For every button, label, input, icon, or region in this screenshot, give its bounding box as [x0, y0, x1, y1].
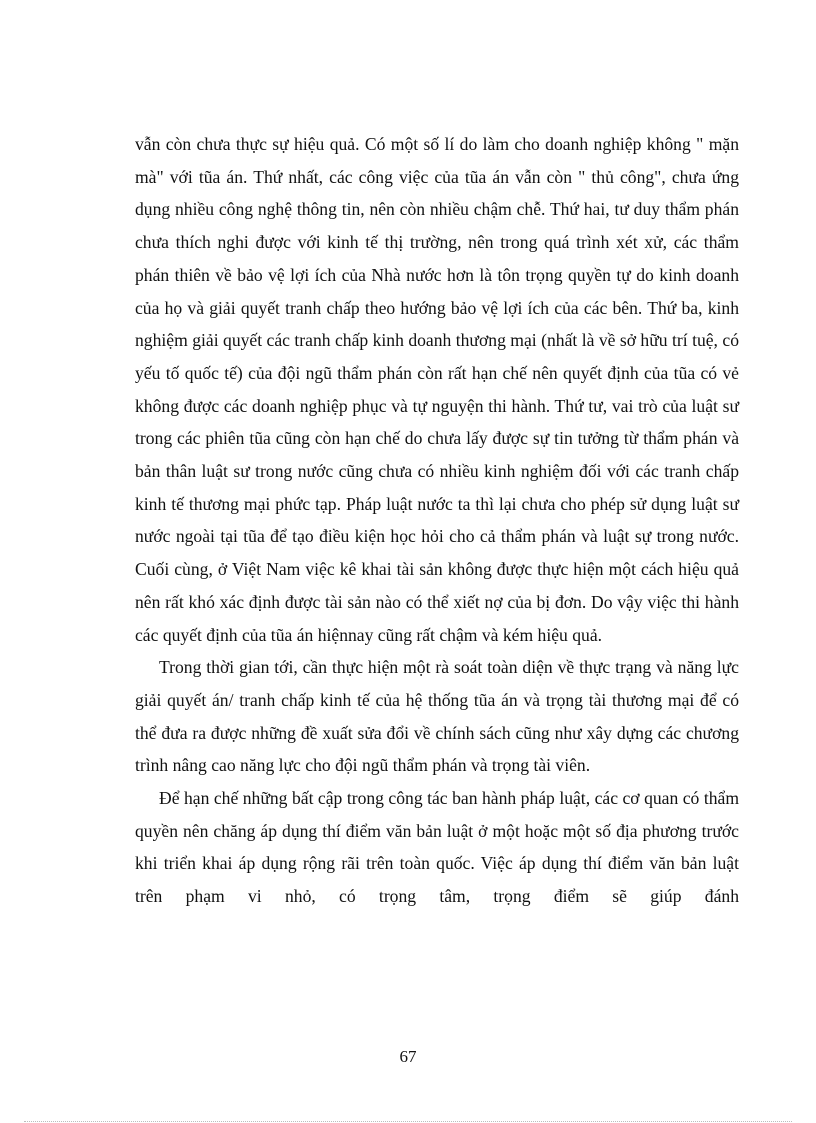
- paragraph-continuation: vẫn còn chưa thực sự hiệu quả. Có một số lí do làm cho doanh nghiệp không " mặn mà" với tũa án. Thứ nhất, các công việc của tũa án vẫn còn " thủ công", chưa ứng dụng nhiều công nghệ thông tin, nên còn nhiều chậm chễ. Thứ hai, tư duy thẩm phán chưa thích nghi được với kinh tế thị trường, nên trong quá trình xét xử, các thẩm phán thiên về bảo vệ lợi ích của Nhà nước hơn là tôn trọng quyền tự do kinh doanh của họ và giải quyết tranh chấp theo hướng bảo vệ lợi ích của các bên. Thứ ba, kinh nghiệm giải quyết các tranh chấp kinh doanh thương mại (nhất là về sở hữu trí tuệ, có yếu tố quốc tế) của đội ngũ thẩm phán còn rất hạn chế nên quyết định của tũa có vẻ không được các doanh nghiệp phục và tự nguyện thi hành. Thứ tư, vai trò của luật sư trong các phiên tũa cũng còn hạn chế do chưa lấy được sự tin tưởng từ thẩm phán và bản thân luật sư trong nước cũng chưa có nhiều kinh nghiệm đối với các tranh chấp kinh tế thương mại phức tạp. Pháp luật nước ta thì lại chưa cho phép sử dụng luật sư nước ngoài tại tũa để tạo điều kiện học hỏi cho cả thẩm phán và luật sự trong nước. Cuối cùng, ở Việt Nam việc kê khai tài sản không được thực hiện một cách hiệu quả nên rất khó xác định được tài sản nào có thể xiết nợ của bị đơn. Do vậy việc thi hành các quyết định của tũa án hiệnnay cũng rất chậm và kém hiệu quả.: [135, 134, 739, 645]
- body-text: [135, 128, 739, 913]
- page-number: 67: [399, 1047, 417, 1066]
- paragraph-review: Trong thời gian tới, cần thực hiện một rà soát toàn diện về thực trạng và năng lực giải quyết án/ tranh chấp kinh tế của hệ thống tũa án và trọng tài thương mại để có thể đưa ra được những đề xuất sửa đổi về chính sách cũng như xây dựng các chương trình nâng cao năng lực cho đội ngũ thẩm phán và trọng tài viên.: [135, 657, 739, 776]
- page-bottom-divider: [24, 1121, 792, 1122]
- paragraph-pilot-legislation: Để hạn chế những bất cập trong công tác ban hành pháp luật, các cơ quan có thẩm quyền nên chăng áp dụng thí điểm văn bản luật ở một hoặc một số địa phương trước khi triển khai áp dụng rộng rãi trên toàn quốc. Việc áp dụng thí điểm văn bản luật trên phạm vi nhỏ, có trọng tâm, trọng điểm sẽ giúp đánh: [135, 788, 739, 907]
